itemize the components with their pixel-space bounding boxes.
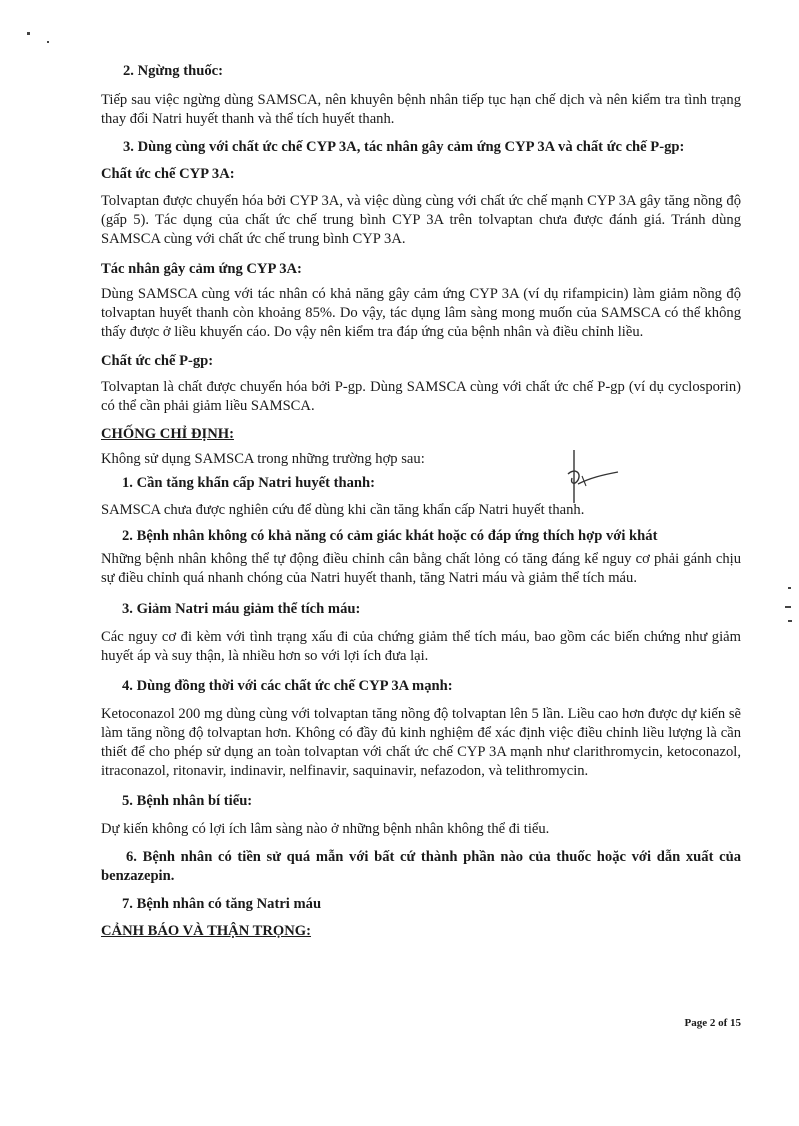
cyp-inhibitor-title: Chất ức chế CYP 3A: xyxy=(101,165,235,182)
cyp-inducer-title: Tác nhân gây cảm ứng CYP 3A: xyxy=(101,260,302,277)
signature-mark xyxy=(560,448,630,508)
contra-4-text: Ketoconazol 200 mg dùng cùng với tolvaptan tăng nồng độ tolvaptan lên 5 lần. Liều cao hơn được dự kiến sẽ làm tăng nồng độ tolvaptan hơn. Không có đầy đủ kinh nghiệm để xác định việc điều chỉnh liều lượng là cần thiết để cho phép sử dụng an toàn tolvaptan với chất ức chế CYP 3A mạnh như clarithromycin, ketoconazol, itraconazol, ritonavir, indinavir, nelfinavir, saquinavir, nefazodon, và telithromycin. xyxy=(101,706,741,780)
contra-1-text: SAMSCA chưa được nghiên cứu để dùng khi cần tăng khẩn cấp Natri huyết thanh. xyxy=(101,502,585,519)
contra-7-title: 7. Bệnh nhân có tăng Natri máu xyxy=(122,895,322,912)
cyp-inducer-text: Dùng SAMSCA cùng với tác nhân có khả năng gây cảm ứng CYP 3A (ví dụ rifampicin) làm giảm nồng độ tolvaptan huyết thanh còn khoảng 85%. Do vậy, tác dụng lâm sàng mong muốn của SAMSCA có thể không thấy được ở liều khuyến cáo. Do vậy nên kiểm tra đáp ứng của bệnh nhân và điều chỉnh liều. xyxy=(101,285,741,340)
contra-1-title: 1. Cần tăng khẩn cấp Natri huyết thanh: xyxy=(122,475,376,492)
scan-speck xyxy=(788,620,792,622)
document-body xyxy=(101,62,741,941)
contra-4-title: 4. Dùng đồng thời với các chất ức chế CYP 3A mạnh: xyxy=(122,678,453,695)
contra-5-text: Dự kiến không có lợi ích lâm sàng nào ở những bệnh nhân không thể đi tiểu. xyxy=(101,821,550,838)
scan-speck xyxy=(785,606,791,608)
pgp-title: Chất ức chế P-gp: xyxy=(101,352,214,369)
contra-3-text: Các nguy cơ đi kèm với tình trạng xấu đi của chứng giảm thể tích máu, bao gồm các biến chứng như giảm huyết áp và suy thận, là nhiều hơn so với lợi ích đưa lại. xyxy=(101,629,741,665)
scan-speck xyxy=(47,41,49,43)
section-3-title: 3. Dùng cùng với chất ức chế CYP 3A, tác nhân gây cảm ứng CYP 3A và chất ức chế P-gp: xyxy=(123,138,685,155)
contraindications-title: CHỐNG CHỈ ĐỊNH: xyxy=(101,425,234,442)
scan-speck xyxy=(27,32,30,35)
cyp-inhibitor-text: Tolvaptan được chuyển hóa bởi CYP 3A, và việc dùng cùng với chất ức chế mạnh CYP 3A gây tăng nồng độ (gấp 5). Tác dụng của chất ức chế trung bình CYP 3A trên tolvaptan chưa được đánh giá. Tránh dùng SAMSCA cùng với chất ức chế trung bình CYP 3A. xyxy=(101,192,741,247)
pgp-text: Tolvaptan là chất được chuyển hóa bởi P-gp. Dùng SAMSCA cùng với chất ức chế P-gp (ví dụ cyclosporin) có thể cần phải giảm liều SAMSCA. xyxy=(101,378,741,414)
page-number: Page 2 of 15 xyxy=(684,1017,741,1029)
section-2-title: 2. Ngừng thuốc: xyxy=(123,63,223,79)
scan-speck xyxy=(788,587,791,589)
contra-3-title: 3. Giảm Natri máu giảm thể tích máu: xyxy=(122,601,361,618)
contra-2-title: 2. Bệnh nhân không có khả năng có cảm giác khát hoặc có đáp ứng thích hợp với khát xyxy=(122,528,658,545)
contra-6-title: 6. Bệnh nhân có tiền sử quá mẫn với bất cứ thành phần nào của thuốc hoặc với dẫn xuất của benzazepin. xyxy=(101,849,741,884)
section-2-text: Tiếp sau việc ngừng dùng SAMSCA, nên khuyên bệnh nhân tiếp tục hạn chế dịch và nên kiểm tra tình trạng thay đổi Natri huyết thanh và thể tích huyết thanh. xyxy=(101,91,741,127)
warnings-title: CẢNH BÁO VÀ THẬN TRỌNG: xyxy=(101,922,312,939)
contra-5-title: 5. Bệnh nhân bí tiểu: xyxy=(122,793,253,810)
contra-2-text: Những bệnh nhân không thể tự động điều chỉnh cân bằng chất lỏng có tăng đáng kể nguy cơ phải gánh chịu sự điều chỉnh quá nhanh chóng của Natri huyết thanh, tăng Natri máu và giảm thể tích máu. xyxy=(101,551,741,587)
contraindications-intro: Không sử dụng SAMSCA trong những trường hợp sau: xyxy=(101,450,425,467)
